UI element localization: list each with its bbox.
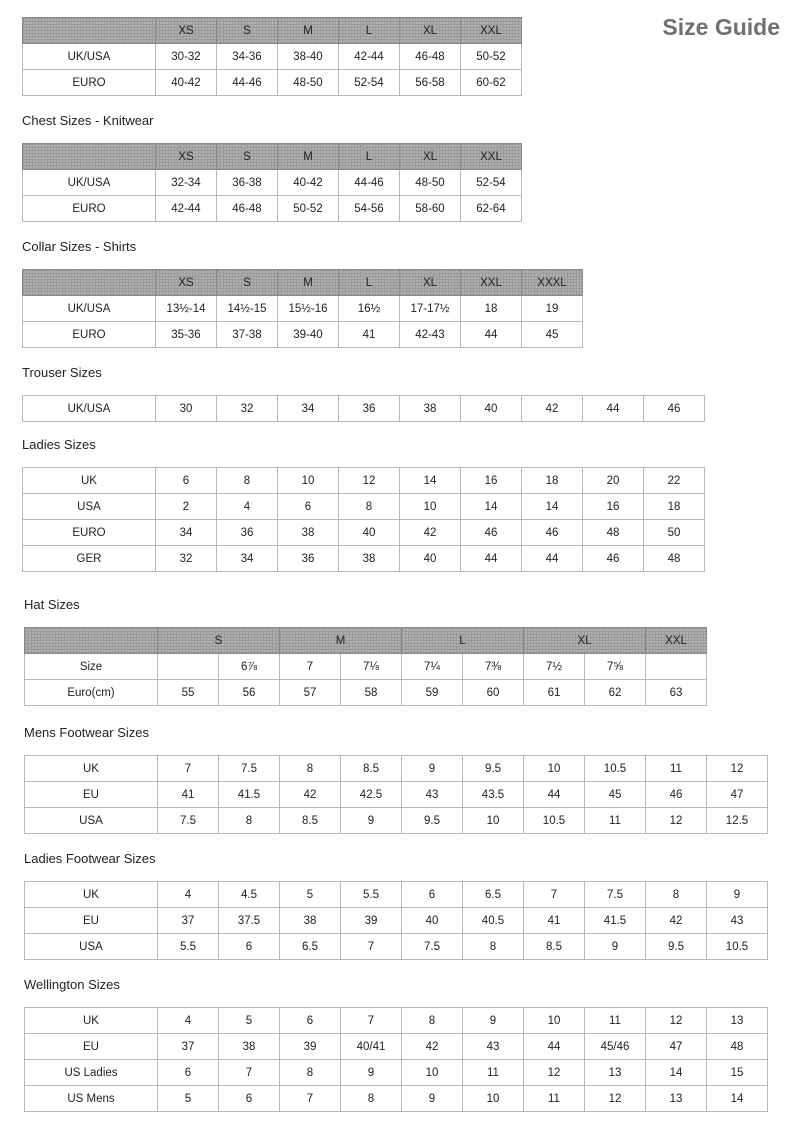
table-cell: 10 xyxy=(402,1060,463,1086)
table-cell: 12 xyxy=(524,1060,585,1086)
table-cell: 6 xyxy=(158,1060,219,1086)
table-cell: 42 xyxy=(522,396,583,422)
column-header: S xyxy=(158,628,280,654)
table-cell: 41 xyxy=(158,782,219,808)
table-cell: 45 xyxy=(522,322,583,348)
table-cell: 8.5 xyxy=(524,934,585,960)
column-header: XL xyxy=(524,628,646,654)
table-cell: 7 xyxy=(524,882,585,908)
column-header: M xyxy=(278,270,339,296)
table-cell: 39 xyxy=(280,1034,341,1060)
row-label: UK xyxy=(25,1008,158,1034)
table-cell: 39 xyxy=(341,908,402,934)
table-cell: 44 xyxy=(524,782,585,808)
table-cell: 52-54 xyxy=(339,70,400,96)
table-cell: 46-48 xyxy=(217,196,278,222)
table-cell: 13 xyxy=(707,1008,768,1034)
table-cell: 9 xyxy=(402,756,463,782)
row-label: EURO xyxy=(23,520,156,546)
column-header: S xyxy=(217,18,278,44)
table-cell: 44-46 xyxy=(217,70,278,96)
table-cell: 6 xyxy=(219,1086,280,1112)
table-cell: 7.5 xyxy=(219,756,280,782)
table-row xyxy=(23,468,705,494)
table-cell: 17-17½ xyxy=(400,296,461,322)
column-header: L xyxy=(339,144,400,170)
table-cell: 14½-15 xyxy=(217,296,278,322)
table-row xyxy=(23,546,705,572)
table-cell: 6 xyxy=(156,468,217,494)
table-cell: 9 xyxy=(707,882,768,908)
table-cell: 47 xyxy=(646,1034,707,1060)
table-cell xyxy=(158,654,219,680)
table-cell: 11 xyxy=(463,1060,524,1086)
table-cell: 47 xyxy=(707,782,768,808)
table-cell: 30 xyxy=(156,396,217,422)
table-cell: 60-62 xyxy=(461,70,522,96)
table-cell: 13½-14 xyxy=(156,296,217,322)
table-cell: 44-46 xyxy=(339,170,400,196)
table-cell: 6⅞ xyxy=(219,654,280,680)
table-cell: 46 xyxy=(461,520,522,546)
table-cell: 9 xyxy=(341,808,402,834)
column-header: M xyxy=(278,18,339,44)
row-label: UK xyxy=(25,882,158,908)
header-row xyxy=(23,144,522,170)
table-cell: 50-52 xyxy=(278,196,339,222)
column-header: L xyxy=(339,18,400,44)
table-cell: 41.5 xyxy=(219,782,280,808)
table-cell: 10 xyxy=(400,494,461,520)
table-cell: 38 xyxy=(219,1034,280,1060)
table-row xyxy=(25,1034,768,1060)
row-label: UK/USA xyxy=(23,44,156,70)
table-cell: 62-64 xyxy=(461,196,522,222)
table-row xyxy=(23,196,522,222)
table-cell: 6 xyxy=(219,934,280,960)
table-cell: 36 xyxy=(339,396,400,422)
section-title-ladies: Ladies Sizes xyxy=(22,437,96,452)
table-cell: 14 xyxy=(646,1060,707,1086)
table-row xyxy=(25,782,768,808)
row-label: USA xyxy=(25,808,158,834)
row-label: USA xyxy=(23,494,156,520)
table-row xyxy=(25,1008,768,1034)
table-cell: 9 xyxy=(463,1008,524,1034)
table-cell: 36 xyxy=(217,520,278,546)
table-cell: 5 xyxy=(219,1008,280,1034)
page-title: Size Guide xyxy=(662,14,780,40)
table-cell: 7½ xyxy=(524,654,585,680)
table-cell: 42 xyxy=(280,782,341,808)
table-cell: 5.5 xyxy=(158,934,219,960)
table-row xyxy=(23,70,522,96)
table-cell: 9 xyxy=(402,1086,463,1112)
table-cell: 48 xyxy=(583,520,644,546)
table-cell: 6 xyxy=(402,882,463,908)
table-cell: 42-44 xyxy=(339,44,400,70)
row-label: EURO xyxy=(23,322,156,348)
table-cell: 41 xyxy=(339,322,400,348)
table-cell: 62 xyxy=(585,680,646,706)
row-label: EU xyxy=(25,908,158,934)
table-cell: 38 xyxy=(278,520,339,546)
table-cell: 35-36 xyxy=(156,322,217,348)
table-cell: 8.5 xyxy=(280,808,341,834)
table-cell: 5 xyxy=(280,882,341,908)
table-cell: 10 xyxy=(524,1008,585,1034)
table-cell: 48 xyxy=(707,1034,768,1060)
table-row xyxy=(25,934,768,960)
table-cell: 7¼ xyxy=(402,654,463,680)
table-cell: 44 xyxy=(524,1034,585,1060)
column-header xyxy=(25,628,158,654)
table-cell: 40-42 xyxy=(278,170,339,196)
wellington-sizes-table xyxy=(24,1007,768,1112)
row-label: UK/USA xyxy=(23,296,156,322)
table-cell: 40-42 xyxy=(156,70,217,96)
table-cell: 10 xyxy=(463,808,524,834)
table-cell: 34-36 xyxy=(217,44,278,70)
table-cell: 7⅝ xyxy=(585,654,646,680)
column-header: XL xyxy=(400,18,461,44)
table-row xyxy=(23,520,705,546)
table-cell: 44 xyxy=(583,396,644,422)
section-title-wellington: Wellington Sizes xyxy=(24,977,120,992)
column-header: L xyxy=(339,270,400,296)
table-cell: 48 xyxy=(644,546,705,572)
table-cell: 43 xyxy=(707,908,768,934)
table-cell: 38-40 xyxy=(278,44,339,70)
table-cell: 7⅛ xyxy=(341,654,402,680)
table-cell: 59 xyxy=(402,680,463,706)
table-row xyxy=(25,680,707,706)
table-cell: 4 xyxy=(158,882,219,908)
column-header: XS xyxy=(156,18,217,44)
table-cell: 48-50 xyxy=(278,70,339,96)
table-cell: 22 xyxy=(644,468,705,494)
table-cell: 41.5 xyxy=(585,908,646,934)
table-cell: 8 xyxy=(280,1060,341,1086)
table-cell: 44 xyxy=(461,322,522,348)
table-cell: 42 xyxy=(402,1034,463,1060)
table-cell: 40 xyxy=(339,520,400,546)
column-header: XXL xyxy=(461,18,522,44)
table-cell: 11 xyxy=(585,808,646,834)
row-label: UK xyxy=(25,756,158,782)
table-row xyxy=(23,322,583,348)
section-title-trouser: Trouser Sizes xyxy=(22,365,102,380)
table-cell: 10 xyxy=(524,756,585,782)
table-cell: 45 xyxy=(585,782,646,808)
ladies-sizes-table xyxy=(22,467,705,572)
trouser-sizes-table xyxy=(22,395,705,422)
table-cell: 38 xyxy=(400,396,461,422)
table-cell: 42-43 xyxy=(400,322,461,348)
table-cell: 34 xyxy=(217,546,278,572)
table-cell: 6.5 xyxy=(280,934,341,960)
table-cell: 32 xyxy=(156,546,217,572)
table-cell: 2 xyxy=(156,494,217,520)
table-cell: 39-40 xyxy=(278,322,339,348)
table-cell: 8.5 xyxy=(341,756,402,782)
column-header: L xyxy=(402,628,524,654)
column-header: XS xyxy=(156,144,217,170)
table-cell: 4 xyxy=(217,494,278,520)
column-header xyxy=(23,144,156,170)
column-header: XXL xyxy=(646,628,707,654)
row-label: US Ladies xyxy=(25,1060,158,1086)
table-cell: 15 xyxy=(707,1060,768,1086)
row-label: EURO xyxy=(23,70,156,96)
table-row xyxy=(25,908,768,934)
table-cell: 7 xyxy=(280,1086,341,1112)
table-row xyxy=(23,170,522,196)
table-cell: 48-50 xyxy=(400,170,461,196)
table-cell: 40/41 xyxy=(341,1034,402,1060)
table-cell: 56-58 xyxy=(400,70,461,96)
table-cell: 19 xyxy=(522,296,583,322)
table-cell: 4.5 xyxy=(219,882,280,908)
table-cell: 36 xyxy=(278,546,339,572)
row-label: EURO xyxy=(23,196,156,222)
table-cell: 55 xyxy=(158,680,219,706)
table-cell: 11 xyxy=(646,756,707,782)
column-header: XL xyxy=(400,144,461,170)
table-cell: 38 xyxy=(280,908,341,934)
table-cell: 42-44 xyxy=(156,196,217,222)
table-cell: 61 xyxy=(524,680,585,706)
header-row xyxy=(23,270,583,296)
table-cell: 16 xyxy=(583,494,644,520)
table-cell: 10.5 xyxy=(707,934,768,960)
table-cell: 50-52 xyxy=(461,44,522,70)
column-header xyxy=(23,270,156,296)
table-cell: 8 xyxy=(339,494,400,520)
table-cell: 60 xyxy=(463,680,524,706)
table-cell: 14 xyxy=(461,494,522,520)
table-cell: 9.5 xyxy=(463,756,524,782)
table-cell: 10.5 xyxy=(524,808,585,834)
table-cell: 8 xyxy=(341,1086,402,1112)
table-cell: 11 xyxy=(585,1008,646,1034)
table-cell: 18 xyxy=(461,296,522,322)
table-cell: 6.5 xyxy=(463,882,524,908)
table-cell: 42 xyxy=(646,908,707,934)
table-cell: 5 xyxy=(158,1086,219,1112)
table-cell: 37 xyxy=(158,1034,219,1060)
table-cell: 12.5 xyxy=(707,808,768,834)
table-row xyxy=(25,654,707,680)
table-cell: 6 xyxy=(280,1008,341,1034)
table-cell: 10 xyxy=(278,468,339,494)
table-cell: 8 xyxy=(219,808,280,834)
ladies-footwear-table xyxy=(24,881,768,960)
table-cell: 40.5 xyxy=(463,908,524,934)
table-cell: 16½ xyxy=(339,296,400,322)
table-cell: 46 xyxy=(646,782,707,808)
table-cell: 42.5 xyxy=(341,782,402,808)
table-cell: 58-60 xyxy=(400,196,461,222)
table-row xyxy=(25,808,768,834)
table-cell: 7.5 xyxy=(158,808,219,834)
table-cell: 46 xyxy=(644,396,705,422)
table-cell: 40 xyxy=(402,908,463,934)
table-cell: 57 xyxy=(280,680,341,706)
table-cell: 32-34 xyxy=(156,170,217,196)
collar-shirts-table xyxy=(22,269,583,348)
column-header: S xyxy=(217,144,278,170)
table-row xyxy=(23,44,522,70)
table-cell: 8 xyxy=(280,756,341,782)
table-cell: 36-38 xyxy=(217,170,278,196)
table-cell: 12 xyxy=(646,808,707,834)
table-cell: 7 xyxy=(341,1008,402,1034)
column-header: S xyxy=(217,270,278,296)
table-cell: 30-32 xyxy=(156,44,217,70)
row-label: US Mens xyxy=(25,1086,158,1112)
section-title-chest-knitwear: Chest Sizes - Knitwear xyxy=(22,113,154,128)
table-cell: 9.5 xyxy=(646,934,707,960)
section-title-hat: Hat Sizes xyxy=(24,597,80,612)
section-title-collar-shirts: Collar Sizes - Shirts xyxy=(22,239,137,254)
table-cell: 8 xyxy=(217,468,278,494)
table-cell: 12 xyxy=(646,1008,707,1034)
table-cell: 7.5 xyxy=(585,882,646,908)
table-cell: 7 xyxy=(219,1060,280,1086)
table-row xyxy=(23,396,705,422)
table-cell: 7.5 xyxy=(402,934,463,960)
table-cell: 12 xyxy=(585,1086,646,1112)
table-cell: 45/46 xyxy=(585,1034,646,1060)
table-row xyxy=(25,1060,768,1086)
row-label: EU xyxy=(25,782,158,808)
table-cell: 37.5 xyxy=(219,908,280,934)
row-label: USA xyxy=(25,934,158,960)
table-cell: 56 xyxy=(219,680,280,706)
table-cell: 46 xyxy=(522,520,583,546)
column-header: XXL xyxy=(461,144,522,170)
chest-sizes-table xyxy=(22,17,522,96)
table-cell: 42 xyxy=(400,520,461,546)
column-header: M xyxy=(280,628,402,654)
row-label: GER xyxy=(23,546,156,572)
table-cell: 7 xyxy=(341,934,402,960)
table-cell: 52-54 xyxy=(461,170,522,196)
table-cell: 12 xyxy=(339,468,400,494)
header-row xyxy=(25,628,707,654)
table-cell: 16 xyxy=(461,468,522,494)
table-cell: 7 xyxy=(280,654,341,680)
table-cell: 46 xyxy=(583,546,644,572)
table-cell: 18 xyxy=(644,494,705,520)
table-row xyxy=(25,882,768,908)
table-cell: 40 xyxy=(400,546,461,572)
section-title-ladies-footwear: Ladies Footwear Sizes xyxy=(24,851,156,866)
table-cell: 50 xyxy=(644,520,705,546)
mens-footwear-table xyxy=(24,755,768,834)
table-cell: 34 xyxy=(156,520,217,546)
column-header xyxy=(23,18,156,44)
row-label: UK/USA xyxy=(23,170,156,196)
hat-sizes-table xyxy=(24,627,707,706)
table-cell: 46-48 xyxy=(400,44,461,70)
table-cell: 37 xyxy=(158,908,219,934)
table-cell: 32 xyxy=(217,396,278,422)
row-label: EU xyxy=(25,1034,158,1060)
table-cell: 43 xyxy=(402,782,463,808)
table-cell: 12 xyxy=(707,756,768,782)
table-cell: 34 xyxy=(278,396,339,422)
chest-knitwear-table xyxy=(22,143,522,222)
table-cell: 9.5 xyxy=(402,808,463,834)
table-cell: 8 xyxy=(646,882,707,908)
table-cell: 44 xyxy=(522,546,583,572)
table-cell xyxy=(646,654,707,680)
table-cell: 7 xyxy=(158,756,219,782)
table-cell: 13 xyxy=(646,1086,707,1112)
table-cell: 8 xyxy=(402,1008,463,1034)
table-cell: 14 xyxy=(707,1086,768,1112)
table-cell: 63 xyxy=(646,680,707,706)
table-cell: 41 xyxy=(524,908,585,934)
table-cell: 5.5 xyxy=(341,882,402,908)
table-row xyxy=(25,756,768,782)
table-cell: 43 xyxy=(463,1034,524,1060)
table-cell: 37-38 xyxy=(217,322,278,348)
row-label: UK xyxy=(23,468,156,494)
table-cell: 8 xyxy=(463,934,524,960)
table-row xyxy=(25,1086,768,1112)
table-cell: 54-56 xyxy=(339,196,400,222)
table-cell: 14 xyxy=(400,468,461,494)
row-label: UK/USA xyxy=(23,396,156,422)
table-cell: 38 xyxy=(339,546,400,572)
table-cell: 10.5 xyxy=(585,756,646,782)
column-header: XXL xyxy=(461,270,522,296)
table-cell: 4 xyxy=(158,1008,219,1034)
column-header: XL xyxy=(400,270,461,296)
table-cell: 43.5 xyxy=(463,782,524,808)
section-title-mens-footwear: Mens Footwear Sizes xyxy=(24,725,149,740)
table-cell: 20 xyxy=(583,468,644,494)
table-cell: 13 xyxy=(585,1060,646,1086)
table-cell: 9 xyxy=(585,934,646,960)
row-label: Euro(cm) xyxy=(25,680,158,706)
table-cell: 15½-16 xyxy=(278,296,339,322)
column-header: M xyxy=(278,144,339,170)
table-cell: 6 xyxy=(278,494,339,520)
row-label: Size xyxy=(25,654,158,680)
table-row xyxy=(23,296,583,322)
table-cell: 11 xyxy=(524,1086,585,1112)
header-row xyxy=(23,18,522,44)
table-cell: 18 xyxy=(522,468,583,494)
table-cell: 10 xyxy=(463,1086,524,1112)
table-cell: 40 xyxy=(461,396,522,422)
column-header: XXXL xyxy=(522,270,583,296)
table-cell: 7⅜ xyxy=(463,654,524,680)
table-cell: 14 xyxy=(522,494,583,520)
table-cell: 9 xyxy=(341,1060,402,1086)
table-cell: 58 xyxy=(341,680,402,706)
table-row xyxy=(23,494,705,520)
table-cell: 44 xyxy=(461,546,522,572)
column-header: XS xyxy=(156,270,217,296)
